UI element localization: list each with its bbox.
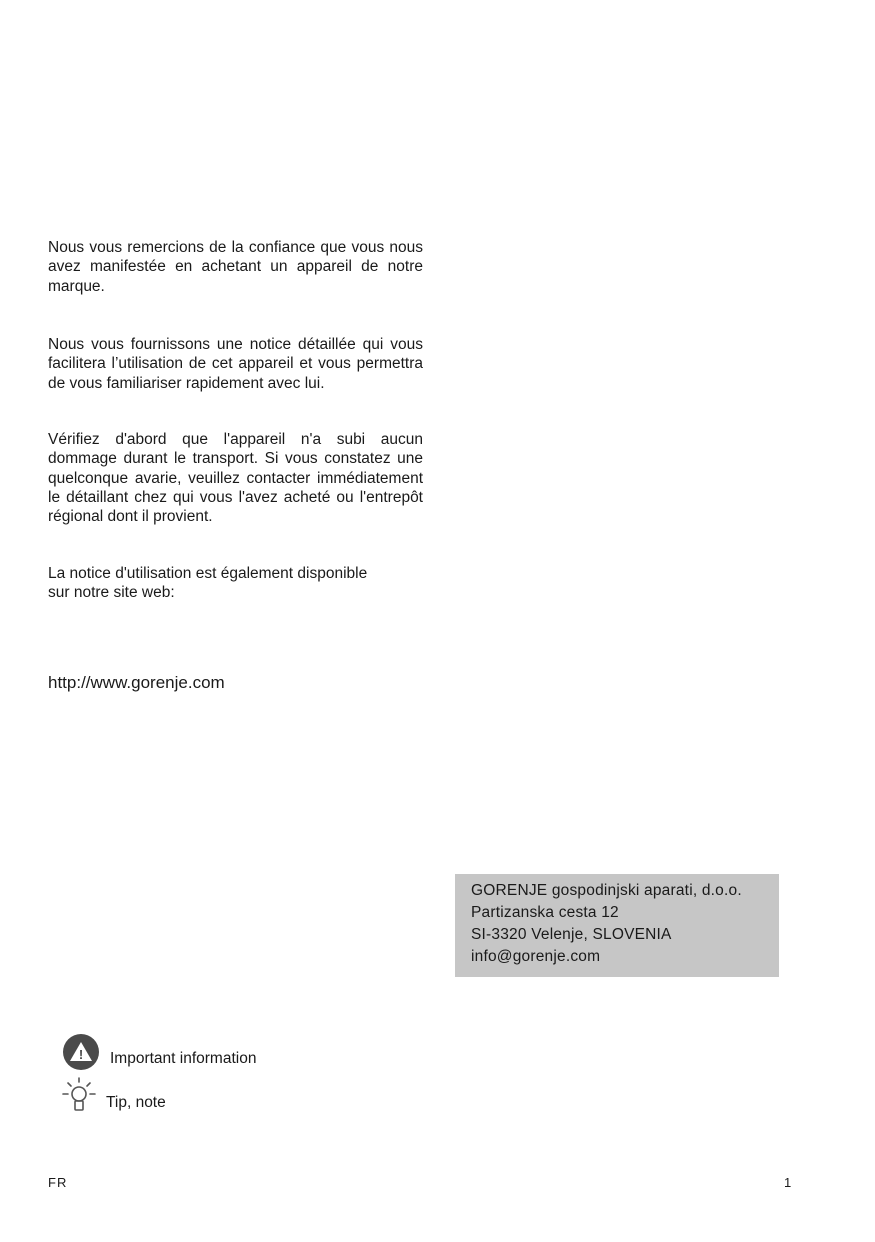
legend-important-label: Important information xyxy=(110,1050,257,1067)
intro-paragraph-website xyxy=(48,564,438,603)
company-street: Partizanska cesta 12 xyxy=(471,904,619,921)
warning-icon xyxy=(63,1034,99,1070)
legend-tip xyxy=(62,1077,166,1118)
website-notice-line-2: sur notre site web: xyxy=(48,584,175,602)
website-link[interactable]: http://www.gorenje.com xyxy=(48,673,225,692)
warning-exclamation: ! xyxy=(78,1047,84,1062)
company-address-box xyxy=(455,874,779,977)
intro-paragraph-manual: Nous vous fournissons une notice détaillée qui vous facilitera l’utilisation de cet appareil et vous permettra de vous familiariser rapidement avec lui. xyxy=(48,336,423,392)
intro-paragraph-transport-check: Vérifiez d'abord que l'appareil n'a subi aucun dommage durant le transport. Si vous constatez une quelconque avarie, veuillez contacter immédiatement le détaillant chez qui vous l'avez acheté ou l'entrepôt régional dont il provient. xyxy=(48,431,423,526)
footer-language: FR xyxy=(48,1175,68,1190)
legend-important xyxy=(63,1034,256,1070)
company-city: SI-3320 Velenje, SLOVENIA xyxy=(471,926,672,943)
lightbulb-icon xyxy=(62,1077,96,1118)
intro-paragraph-thanks: Nous vous remercions de la confiance que vous nous avez manifestée en achetant un appareil de notre marque. xyxy=(48,239,423,295)
company-name: GORENJE gospodinjski aparati, d.o.o. xyxy=(471,882,742,899)
footer-page-number: 1 xyxy=(784,1175,792,1190)
company-email: info@gorenje.com xyxy=(471,948,601,965)
legend-tip-label: Tip, note xyxy=(106,1093,166,1111)
website-notice-line-1: La notice d'utilisation est également disponible xyxy=(48,565,368,582)
